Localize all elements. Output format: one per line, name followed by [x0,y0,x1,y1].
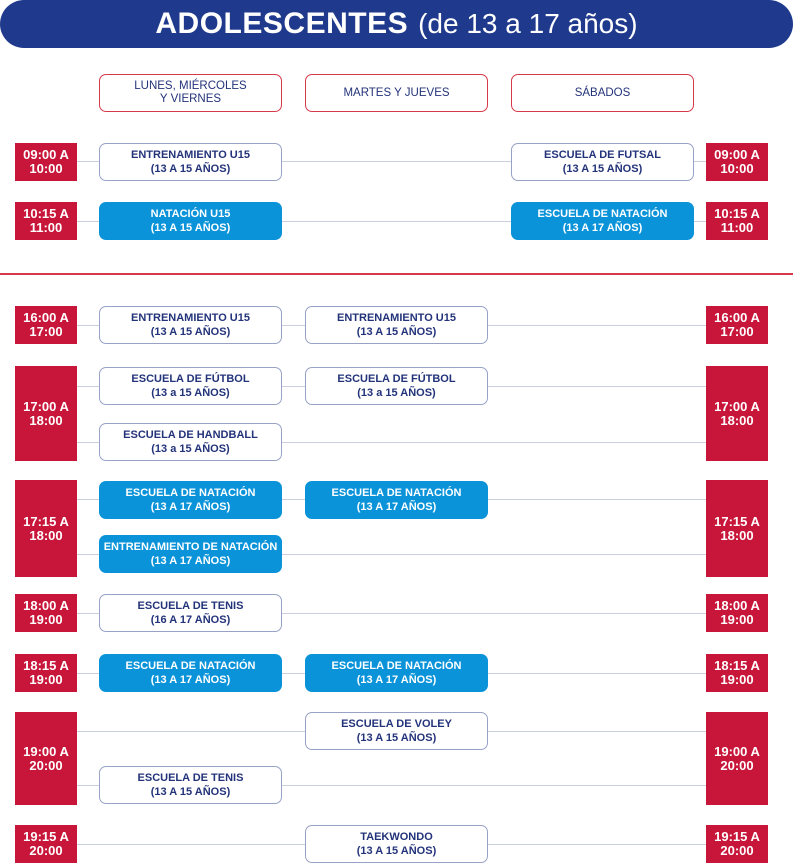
class-name: ESCUELA DE TENIS [137,772,244,784]
class-ages: (13 A 15 AÑOS) [356,326,437,338]
time-end: 20:00 [29,843,63,858]
class-ages: (13 a 15 AÑOS) [357,387,436,399]
page-title [0,0,793,48]
time-end: 19:00 [29,612,63,627]
class-ages: (13 A 17 AÑOS) [150,555,231,567]
class-card-escuela-futsal [511,143,694,181]
time-start: 17:00 A [23,398,69,414]
class-name: ESCUELA DE FUTSAL [544,149,661,161]
time-end: 19:00 [720,672,754,687]
time-end: 18:00 [29,412,63,428]
class-name: ESCUELA DE HANDBALL [123,429,258,441]
class-ages: (13 A 15 AÑOS) [150,222,231,234]
time-start: 16:00 A [714,310,760,325]
class-ages: (13 a 15 AÑOS) [151,443,230,455]
day-header-sab [511,74,694,112]
day-header-mj [305,74,488,112]
time-slot-1600-right [706,306,768,344]
class-card-entrenamiento-u15 [99,306,282,344]
class-card-escuela-tenis [99,766,282,804]
class-card-escuela-handball [99,423,282,461]
time-slot-0900-left [15,143,77,181]
class-card-escuela-natacion [99,481,282,519]
time-slot-1815-left [15,654,77,692]
time-end: 10:00 [720,161,754,176]
time-start: 17:15 A [23,513,69,529]
time-end: 17:00 [29,324,63,339]
class-name: NATACIÓN U15 [150,208,231,220]
class-name: ENTRENAMIENTO U15 [131,149,250,161]
time-slot-1900-left [15,712,77,805]
class-ages: (13 A 15 AÑOS) [150,786,231,798]
class-ages: (13 A 15 AÑOS) [150,163,231,175]
time-start: 18:15 A [714,658,760,673]
class-ages: (13 a 15 AÑOS) [151,387,230,399]
class-card-entrenamiento-natacion [99,535,282,573]
class-card-escuela-natacion [305,654,488,692]
time-end: 11:00 [720,220,754,235]
class-name: ESCUELA DE NATACIÓN [537,208,668,220]
time-slot-1715-right [706,480,768,577]
time-end: 19:00 [29,672,63,687]
class-name: ESCUELA DE VOLEY [341,718,452,730]
time-start: 18:00 A [714,598,760,613]
time-slot-0900-right [706,143,768,181]
class-name: ESCUELA DE TENIS [137,600,244,612]
class-card-escuela-natacion [511,202,694,240]
time-start: 19:00 A [23,743,69,759]
class-card-natacion-u15 [99,202,282,240]
day-header-sab-label: SÁBADOS [574,86,631,99]
title-main: ADOLESCENTES [155,7,409,40]
class-name: ESCUELA DE FÚTBOL [131,373,250,385]
class-name: ENTRENAMIENTO DE NATACIÓN [103,541,278,553]
time-end: 20:00 [29,757,63,773]
class-ages: (13 A 15 AÑOS) [150,326,231,338]
class-name: ESCUELA DE NATACIÓN [125,660,256,672]
class-name: ESCUELA DE NATACIÓN [331,487,462,499]
class-ages: (13 A 17 AÑOS) [356,674,437,686]
class-card-escuela-futbol [99,367,282,405]
time-start: 19:15 A [23,829,69,844]
time-slot-1915-left [15,825,77,863]
class-ages: (13 A 17 AÑOS) [356,501,437,513]
time-start: 18:15 A [23,658,69,673]
class-ages: (13 A 15 AÑOS) [356,732,437,744]
time-slot-1800-left [15,594,77,632]
time-end: 19:00 [720,612,754,627]
title-sub: (de 13 a 17 años) [418,8,638,39]
class-ages: (13 A 17 AÑOS) [562,222,643,234]
section-divider [0,273,793,275]
time-end: 18:00 [720,527,754,543]
time-start: 10:15 A [23,206,69,221]
day-header-lmv [99,74,282,112]
class-ages: (13 A 17 AÑOS) [150,501,231,513]
day-header-lmv-line1: LUNES, MIÉRCOLES [134,80,247,92]
class-card-escuela-tenis [99,594,282,632]
time-slot-1915-right [706,825,768,863]
time-end: 17:00 [720,324,754,339]
time-end: 20:00 [720,757,754,773]
time-start: 19:15 A [714,829,760,844]
class-card-escuela-voley [305,712,488,750]
class-name: ESCUELA DE NATACIÓN [125,487,256,499]
class-ages: (13 A 15 AÑOS) [562,163,643,175]
class-name: TAEKWONDO [360,831,433,843]
time-end: 11:00 [29,220,63,235]
time-end: 10:00 [29,161,63,176]
time-start: 17:15 A [714,513,760,529]
day-header-lmv-line2: Y VIERNES [159,93,222,105]
class-card-escuela-natacion [305,481,488,519]
time-slot-1015-right [706,202,768,240]
class-card-escuela-futbol [305,367,488,405]
time-start: 09:00 A [23,147,69,162]
class-card-entrenamiento-u15 [99,143,282,181]
class-name: ENTRENAMIENTO U15 [337,312,456,324]
time-end: 18:00 [720,412,754,428]
time-slot-1015-left [15,202,77,240]
class-ages: (16 A 17 AÑOS) [150,614,231,626]
time-start: 16:00 A [23,310,69,325]
time-slot-1800-right [706,594,768,632]
time-start: 17:00 A [714,398,760,414]
class-ages: (13 A 15 AÑOS) [356,845,437,857]
class-name: ENTRENAMIENTO U15 [131,312,250,324]
time-end: 18:00 [29,527,63,543]
time-slot-1600-left [15,306,77,344]
class-name: ESCUELA DE NATACIÓN [331,660,462,672]
time-start: 18:00 A [23,598,69,613]
time-slot-1700-left [15,366,77,461]
time-slot-1815-right [706,654,768,692]
class-card-escuela-natacion [99,654,282,692]
time-start: 09:00 A [714,147,760,162]
time-slot-1900-right [706,712,768,805]
time-start: 10:15 A [714,206,760,221]
day-header-mj-label: MARTES Y JUEVES [343,86,450,99]
class-card-taekwondo [305,825,488,863]
class-card-entrenamiento-u15 [305,306,488,344]
class-name: ESCUELA DE FÚTBOL [337,373,456,385]
time-start: 19:00 A [714,743,760,759]
time-slot-1715-left [15,480,77,577]
class-ages: (13 A 17 AÑOS) [150,674,231,686]
time-slot-1700-right [706,366,768,461]
time-end: 20:00 [720,843,754,858]
